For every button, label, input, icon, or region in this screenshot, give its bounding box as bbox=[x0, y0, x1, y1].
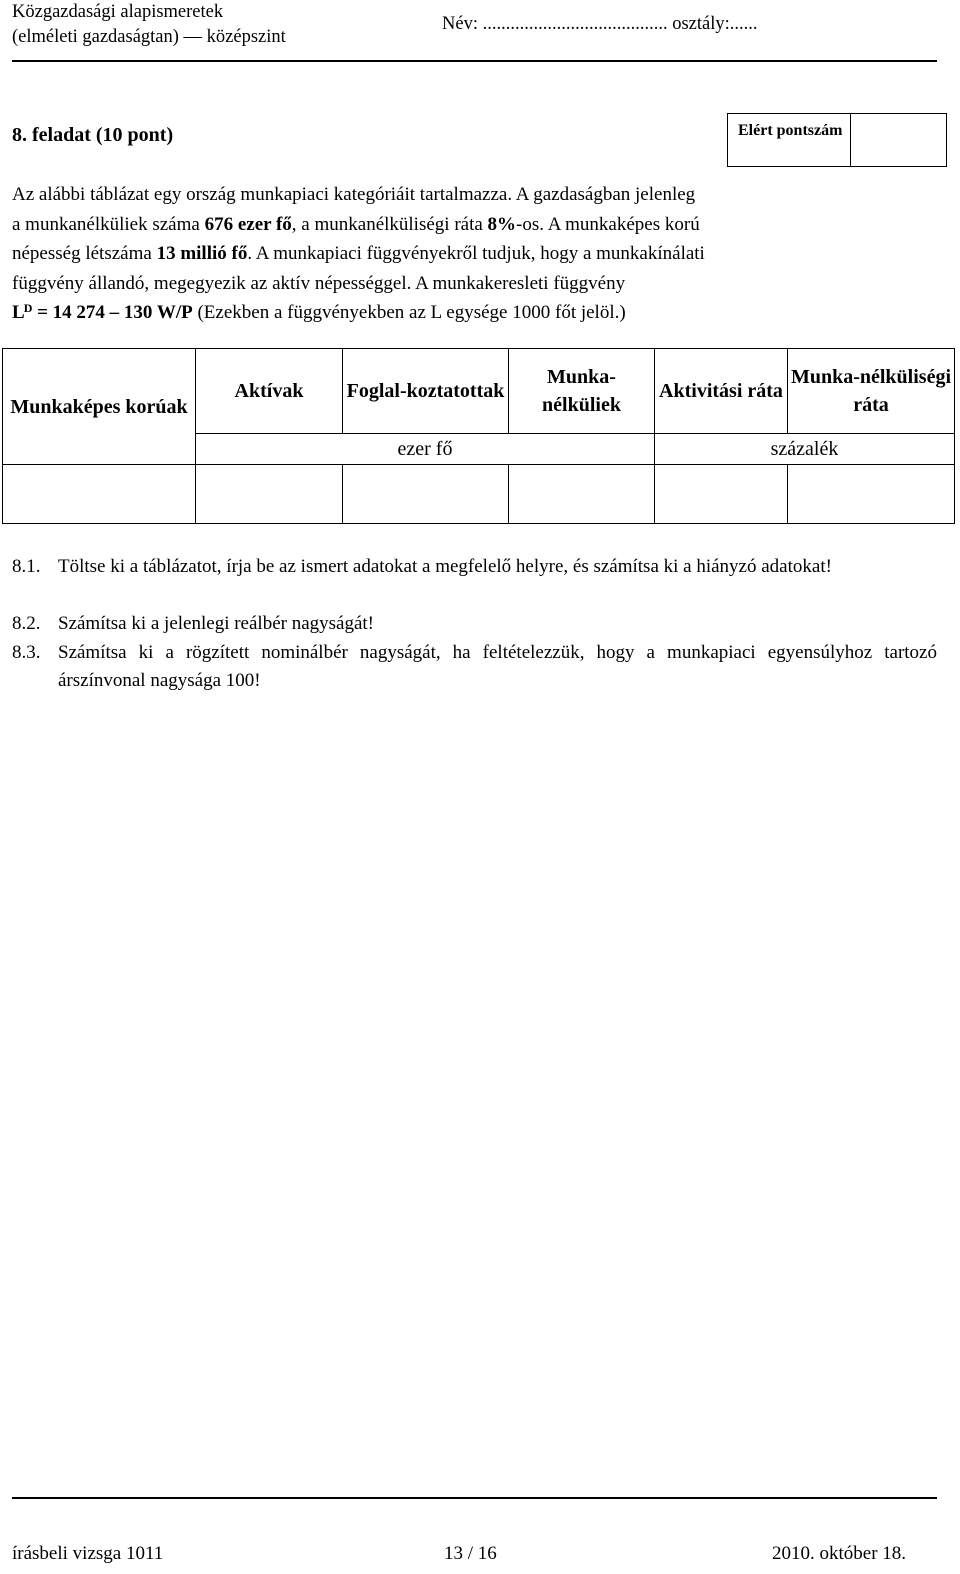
task-title: 8. feladat (10 pont) bbox=[12, 124, 174, 146]
question-number: 8.1. bbox=[12, 556, 41, 577]
intro-line-4: függvény állandó, megegyezik az aktív népességgel. A munkakeresleti függvény bbox=[12, 272, 626, 294]
answer-unemployment-rate[interactable] bbox=[788, 465, 955, 524]
answer-employed[interactable] bbox=[343, 465, 509, 524]
task-description bbox=[12, 180, 937, 328]
header-unemployment-rate: Munka-nélküliségi ráta bbox=[788, 349, 955, 434]
header-active: Aktívak bbox=[196, 349, 343, 434]
header-working-age: Munkaképes korúak bbox=[3, 349, 196, 465]
question-text: Számítsa ki a rögzített nominálbér nagyságát, ha feltételezzük, hogy a munkapiaci egyensúlyhoz tartozó árszínvonal nagysága 100! bbox=[58, 642, 937, 691]
intro-line-3: népesség létszáma 13 millió fő. A munkapiaci függvényekről tudjuk, hogy a munkakínálati bbox=[12, 243, 705, 264]
intro-line-2: a munkanélküliek száma 676 ezer fő, a munkanélküliségi ráta 8%-os. A munkaképes korú bbox=[12, 213, 700, 235]
answer-activity-rate[interactable] bbox=[655, 465, 788, 524]
answer-active[interactable] bbox=[196, 465, 343, 524]
question-number: 8.2. bbox=[12, 613, 41, 634]
footer-divider bbox=[12, 1497, 937, 1499]
question-text: Számítsa ki a jelenlegi reálbér nagyságát! bbox=[58, 613, 375, 634]
footer-exam-code: írásbeli vizsga 1011 bbox=[12, 1543, 164, 1564]
answer-unemployed[interactable] bbox=[509, 465, 655, 524]
footer-page-number: 13 / 16 bbox=[444, 1543, 497, 1564]
page-header-subject bbox=[12, 0, 286, 50]
header-unemployed: Munka-nélküliek bbox=[509, 349, 655, 434]
score-input[interactable] bbox=[851, 114, 946, 166]
name-class-field: Név: ........................................ osztály:...... bbox=[442, 14, 758, 34]
answer-working-age[interactable] bbox=[3, 465, 196, 524]
intro-line-5: $L^D = 14$ 274 – 130 W/P (Ezekben a függvényekben az L egysége 1000 főt jelöl.) bbox=[12, 301, 626, 323]
question-8-2 bbox=[12, 610, 937, 638]
header-employed: Foglal-koztatottak bbox=[343, 349, 509, 434]
subject-line-1: Közgazdasági alapismeretek bbox=[12, 2, 224, 22]
header-activity-rate: Aktivitási ráta bbox=[655, 349, 788, 434]
intro-line-1: Az alábbi táblázat egy ország munkapiaci kategóriáit tartalmazza. A gazdaságban jelenleg bbox=[12, 184, 696, 205]
score-label: Elért pontszám bbox=[728, 114, 851, 166]
subject-line-2: (elméleti gazdaságtan) — középszint bbox=[12, 27, 286, 47]
question-text: Töltse ki a táblázatot, írja be az ismert adatokat a megfelelő helyre, és számítsa ki a hiányzó adatokat! bbox=[58, 556, 832, 577]
question-8-1 bbox=[12, 553, 937, 581]
unit-thousand-people: ezer fő bbox=[196, 434, 655, 465]
question-8-3 bbox=[12, 639, 937, 695]
header-divider bbox=[12, 60, 937, 62]
score-box bbox=[727, 113, 947, 167]
labor-market-table bbox=[2, 348, 955, 524]
unit-percent: százalék bbox=[655, 434, 955, 465]
question-number: 8.3. bbox=[12, 642, 41, 663]
footer-date: 2010. október 18. bbox=[772, 1543, 907, 1564]
